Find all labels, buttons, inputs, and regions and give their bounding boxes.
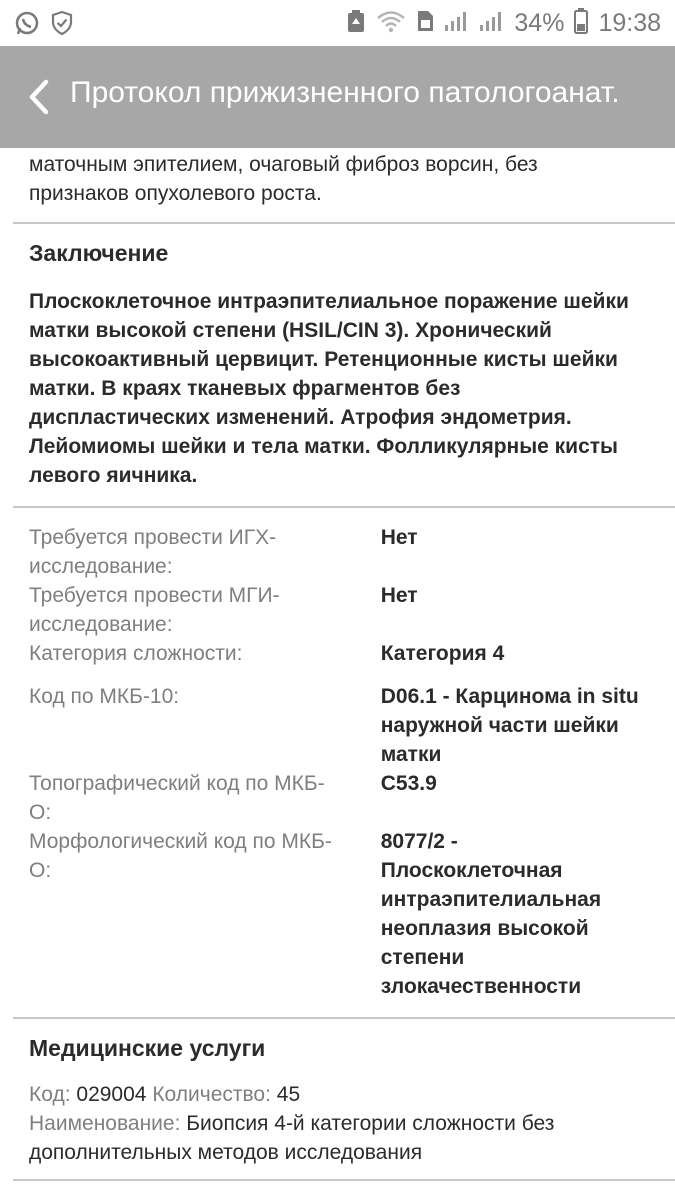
detail-row-igh bbox=[29, 523, 646, 581]
detail-label bbox=[29, 523, 381, 581]
conclusion-line: высокоактивный цервицит. Ретенционные кисты шейки bbox=[29, 348, 618, 371]
conclusion-title: Заключение bbox=[29, 240, 169, 266]
service-name-line: дополнительных методов исследования bbox=[29, 1141, 423, 1164]
detail-row-icd10 bbox=[29, 682, 646, 769]
service-name-label: Наименование: bbox=[29, 1112, 181, 1135]
detail-label bbox=[29, 581, 381, 639]
conclusion-line: левого яичника. bbox=[29, 464, 198, 487]
detail-value-line: матки bbox=[380, 743, 442, 766]
conclusion-line: Лейомиомы шейки и тела матки. Фолликулярные кисты bbox=[29, 435, 618, 458]
status-right bbox=[345, 7, 661, 40]
detail-label-line: Код по МКБ-10: bbox=[29, 685, 180, 708]
detail-label bbox=[29, 639, 381, 668]
detail-row-morpho bbox=[29, 827, 646, 1001]
detail-value bbox=[381, 523, 646, 581]
signal-icon bbox=[444, 9, 470, 38]
conclusion-line: Плоскоклеточное интраэпителиальное поражение шейки bbox=[29, 290, 629, 313]
clock: 19:38 bbox=[598, 9, 661, 37]
detail-value-line: D06.1 - Карцинома in situ bbox=[380, 685, 639, 708]
page-title: Протокол прижизненного патологоанат. bbox=[70, 76, 620, 109]
detail-label bbox=[29, 827, 381, 1001]
chevron-left-icon bbox=[24, 77, 58, 117]
conclusion-line: матки высокой степени (HSIL/CIN 3). Хронический bbox=[29, 319, 552, 342]
detail-label-line: исследование: bbox=[29, 555, 173, 578]
detail-row-mgi bbox=[29, 581, 646, 639]
service-name-value: Биопсия 4-й категории сложности без bbox=[186, 1112, 555, 1135]
detail-value-line: наружной части шейки bbox=[380, 714, 619, 737]
detail-value bbox=[381, 769, 646, 827]
signal-icon bbox=[479, 9, 505, 38]
status-bar bbox=[0, 0, 675, 46]
detail-value-line: Нет bbox=[380, 526, 418, 549]
report-content bbox=[0, 148, 675, 1181]
service-name-line bbox=[29, 1109, 646, 1138]
detail-value-line: Плоскоклеточная bbox=[380, 859, 563, 882]
detail-value bbox=[381, 682, 646, 769]
divider bbox=[13, 222, 675, 224]
detail-label-line: Морфологический код по МКБ- bbox=[29, 830, 332, 853]
conclusion-line: диспластических изменений. Атрофия эндометрия. bbox=[29, 406, 572, 429]
service-qty-value: 45 bbox=[276, 1083, 301, 1106]
detail-label-line: О: bbox=[29, 801, 52, 824]
service-item bbox=[29, 1080, 646, 1167]
app-bar bbox=[0, 46, 675, 148]
detail-row-category bbox=[29, 639, 646, 668]
services-title: Медицинские услуги bbox=[29, 1035, 266, 1061]
conclusion-text bbox=[29, 287, 646, 490]
detail-value bbox=[381, 581, 646, 639]
sim-icon bbox=[415, 8, 435, 39]
details-list bbox=[0, 508, 675, 1001]
service-code-line bbox=[29, 1080, 646, 1109]
shield-icon bbox=[50, 10, 74, 41]
detail-value-line: C53.9 bbox=[380, 772, 437, 795]
back-button[interactable] bbox=[24, 77, 58, 117]
detail-value-line: Нет bbox=[380, 584, 418, 607]
battery-icon bbox=[573, 7, 589, 40]
battery-percent: 34% bbox=[514, 9, 565, 37]
detail-label-line: Требуется провести МГИ- bbox=[29, 584, 280, 607]
detail-row-topo bbox=[29, 769, 646, 827]
detail-label bbox=[29, 682, 381, 769]
status-left bbox=[14, 10, 74, 41]
detail-value-line: Категория 4 bbox=[380, 642, 505, 665]
divider bbox=[13, 1017, 675, 1019]
detail-label-line: Категория сложности: bbox=[29, 642, 243, 665]
service-code-label: Код: bbox=[29, 1083, 71, 1106]
detail-label-line: Топографический код по МКБ- bbox=[29, 772, 325, 795]
whatsapp-icon bbox=[14, 10, 40, 41]
detail-label-line: О: bbox=[29, 859, 52, 882]
detail-label-line: исследование: bbox=[29, 613, 173, 636]
detail-value-line: неоплазия высокой bbox=[380, 917, 589, 940]
detail-value-line: злокачественности bbox=[380, 975, 582, 998]
intro-text bbox=[29, 148, 646, 208]
service-code-value: 029004 bbox=[76, 1083, 147, 1106]
conclusion-line: матки. В краях тканевых фрагментов без bbox=[29, 377, 461, 400]
divider bbox=[13, 1179, 675, 1181]
detail-value bbox=[381, 827, 646, 1001]
detail-label-line: Требуется провести ИГХ- bbox=[29, 526, 277, 549]
detail-value-line: 8077/2 - bbox=[380, 830, 458, 853]
intro-line: признаков опухолевого роста. bbox=[29, 182, 322, 205]
detail-value bbox=[381, 639, 646, 668]
intro-line: маточным эпителием, очаговый фиброз ворсин, без bbox=[29, 153, 538, 176]
service-qty-label: Количество: bbox=[152, 1083, 271, 1106]
recycle-icon bbox=[345, 8, 367, 39]
detail-value-line: степени bbox=[380, 946, 465, 969]
detail-label bbox=[29, 769, 381, 827]
detail-value-line: интраэпителиальная bbox=[380, 888, 602, 911]
wifi-icon bbox=[376, 9, 406, 38]
